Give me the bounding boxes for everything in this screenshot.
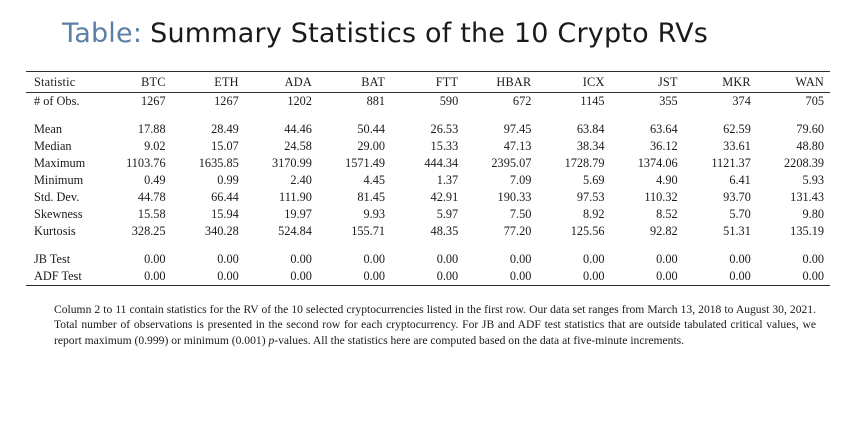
cell: 0.00 [144,269,166,283]
cell: 1635.85 [198,156,239,170]
cell: 8.52 [656,207,678,221]
table-row [26,268,830,286]
cell: 36.12 [650,139,678,153]
table-row [26,223,830,240]
cell: 0.00 [583,269,605,283]
cell: 0.00 [802,252,824,266]
table-note-part2: -values. All the statistics here are computed based on the data at five-minute increments. [274,333,685,347]
cell: 66.44 [211,190,239,204]
cell: 5.97 [436,207,459,221]
row-label: ADF Test [34,269,82,283]
column-header-mkr: MKR [684,72,757,93]
cell: 8.92 [583,207,605,221]
column-header-wan: WAN [757,72,830,93]
cell: 5.69 [583,173,605,187]
cell: 26.53 [430,122,459,136]
summary-statistics-table [26,71,830,295]
row-label: # of Obs. [26,93,98,111]
cell: 111.90 [279,190,312,204]
table-row [26,138,830,155]
cell: 0.00 [802,269,824,283]
column-header-ftt: FTT [391,72,464,93]
page-title-text: Summary Statistics of the 10 Crypto RVs [150,18,709,49]
cell: 38.34 [576,139,605,153]
cell: 50.44 [357,122,386,136]
cell: 0.00 [729,252,751,266]
cell: 93.70 [723,190,751,204]
column-header-bat: BAT [318,72,391,93]
cell: 0.00 [144,252,166,266]
cell: 0.00 [729,269,751,283]
cell: 131.43 [790,190,824,204]
cell: 7.09 [509,173,532,187]
table-note-part1: Column 2 to 11 contain statistics for the RV of the 10 selected cryptocurrencies listed in the first row. Our data set ranges from March 13, 2018 to August 30, 2021. Total number of observations is presented in the second row for each cryptocurrency. For JB and ADF test statistics that are outside tabulated critical values, we report maximum (0.999) or minimum (0.001) [54,303,816,347]
cell: 33.61 [723,139,751,153]
cell: 17.88 [137,122,166,136]
cell: 524.84 [278,224,312,238]
cell: 29.00 [357,139,386,153]
page-title [0,18,856,49]
row-label: Std. Dev. [34,190,80,204]
cell: 1267 [98,93,171,111]
cell: 9.93 [363,207,386,221]
table-row [26,189,830,206]
cell: 672 [464,93,537,111]
cell: 9.80 [802,207,824,221]
cell: 444.34 [424,156,459,170]
cell: 48.35 [430,224,459,238]
cell: 0.00 [290,269,312,283]
column-header-eth: ETH [172,72,245,93]
cell: 355 [611,93,684,111]
table-row [26,121,830,138]
column-header-btc: BTC [98,72,171,93]
cell: 28.49 [211,122,239,136]
cell: 1728.79 [564,156,605,170]
cell: 4.90 [656,173,678,187]
cell: 6.41 [729,173,751,187]
column-header-hbar: HBAR [464,72,537,93]
cell: 0.00 [583,252,605,266]
column-header-ada: ADA [245,72,318,93]
table-note-italic: p [268,333,275,347]
table-row [26,172,830,189]
cell: 19.97 [284,207,312,221]
cell: 63.64 [650,122,678,136]
row-label: Mean [34,122,62,136]
cell: 1103.76 [126,156,166,170]
cell: 81.45 [357,190,386,204]
cell: 2.40 [290,173,312,187]
cell: 374 [684,93,757,111]
cell: 0.99 [217,173,239,187]
row-label: Minimum [34,173,84,187]
slide [0,18,856,435]
cell: 1374.06 [637,156,678,170]
table-row [26,93,830,111]
table-spacer [26,240,830,251]
cell: 4.45 [363,173,386,187]
page-title-keyword: Table: [62,18,143,49]
cell: 0.00 [290,252,312,266]
table-bottom-rule [26,286,830,296]
cell: 0.00 [363,269,386,283]
cell: 15.07 [211,139,239,153]
cell: 705 [757,93,830,111]
cell: 97.45 [503,122,532,136]
cell: 3170.99 [271,156,312,170]
column-header-icx: ICX [537,72,610,93]
cell: 155.71 [351,224,386,238]
cell: 0.00 [436,269,459,283]
cell: 79.60 [796,122,824,136]
cell: 1267 [172,93,245,111]
cell: 15.58 [137,207,166,221]
cell: 1571.49 [345,156,386,170]
cell: 190.33 [497,190,532,204]
cell: 48.80 [796,139,824,153]
cell: 0.00 [363,252,386,266]
cell: 9.02 [144,139,166,153]
cell: 0.00 [436,252,459,266]
cell: 0.00 [509,269,532,283]
cell: 1145 [537,93,610,111]
cell: 135.19 [790,224,824,238]
column-header-statistic: Statistic [26,72,98,93]
cell: 0.00 [217,252,239,266]
cell: 97.53 [576,190,605,204]
cell: 47.13 [503,139,532,153]
cell: 881 [318,93,391,111]
cell: 24.58 [284,139,312,153]
cell: 340.28 [204,224,239,238]
cell: 92.82 [650,224,678,238]
cell: 0.00 [656,269,678,283]
row-label: Kurtosis [34,224,76,238]
cell: 590 [391,93,464,111]
row-label: JB Test [34,252,71,266]
cell: 42.91 [430,190,459,204]
cell: 15.94 [211,207,239,221]
cell: 1121.37 [711,156,751,170]
cell: 62.59 [723,122,751,136]
table-row [26,155,830,172]
cell: 0.00 [656,252,678,266]
cell: 7.50 [509,207,532,221]
cell: 44.46 [284,122,312,136]
table-spacer [26,110,830,121]
table-note [54,302,816,348]
cell: 5.70 [729,207,751,221]
cell: 125.56 [570,224,605,238]
table-row [26,251,830,268]
cell: 1.37 [436,173,459,187]
cell: 51.31 [723,224,751,238]
cell: 110.32 [644,190,678,204]
cell: 5.93 [802,173,824,187]
row-label: Maximum [34,156,86,170]
cell: 77.20 [503,224,532,238]
cell: 2208.39 [784,156,824,170]
cell: 1202 [245,93,318,111]
table-row [26,206,830,223]
cell: 63.84 [576,122,605,136]
cell: 0.00 [217,269,239,283]
cell: 0.49 [144,173,166,187]
row-label: Median [34,139,72,153]
cell: 328.25 [131,224,166,238]
row-label: Skewness [34,207,83,221]
column-header-jst: JST [611,72,684,93]
cell: 15.33 [430,139,459,153]
cell: 44.78 [137,190,166,204]
cell: 2395.07 [491,156,532,170]
table-header-row [26,72,830,93]
cell: 0.00 [509,252,532,266]
